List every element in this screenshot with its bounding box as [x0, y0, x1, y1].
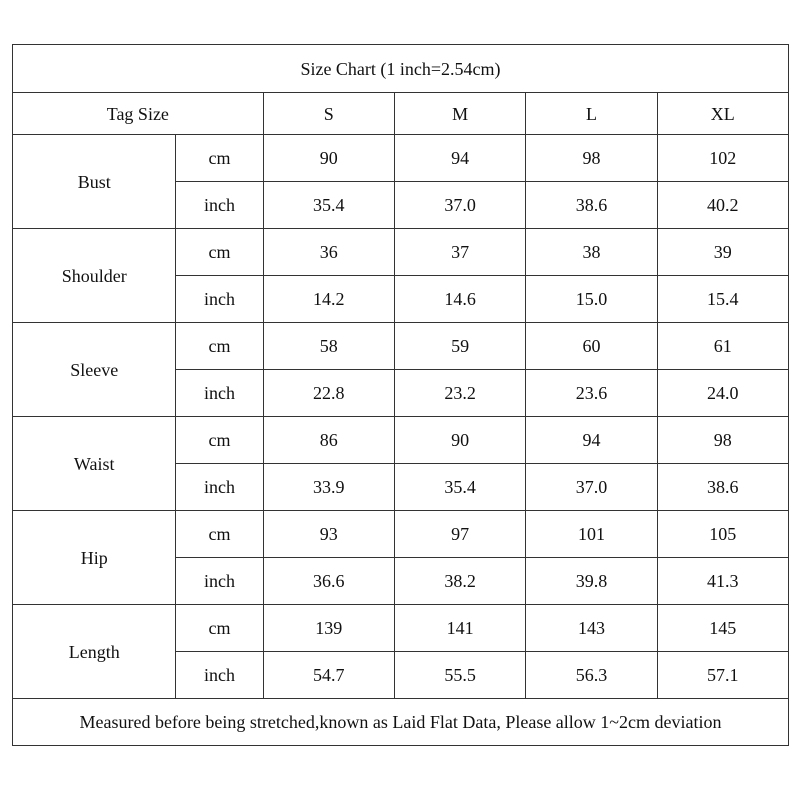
value-cell: 98	[657, 417, 788, 464]
tag-size-header: Tag Size	[13, 93, 264, 135]
value-cell: 55.5	[394, 652, 525, 699]
value-cell: 54.7	[263, 652, 394, 699]
measurement-row	[13, 229, 789, 276]
value-cell: 36	[263, 229, 394, 276]
value-cell: 61	[657, 323, 788, 370]
deviation-note: Measured before being stretched,known as Laid Flat Data, Please allow 1~2cm deviation	[13, 699, 789, 746]
value-cell: 86	[263, 417, 394, 464]
value-cell: 105	[657, 511, 788, 558]
value-cell: 143	[526, 605, 657, 652]
header-row	[13, 93, 789, 135]
value-cell: 57.1	[657, 652, 788, 699]
value-cell: 38.6	[657, 464, 788, 511]
value-cell: 101	[526, 511, 657, 558]
title-row	[13, 45, 789, 93]
unit-cell: inch	[176, 276, 263, 323]
value-cell: 14.6	[394, 276, 525, 323]
measurement-name: Shoulder	[13, 229, 176, 323]
value-cell: 93	[263, 511, 394, 558]
value-cell: 35.4	[394, 464, 525, 511]
size-header-xl: XL	[657, 93, 788, 135]
value-cell: 15.0	[526, 276, 657, 323]
measurement-name: Length	[13, 605, 176, 699]
unit-cell: inch	[176, 464, 263, 511]
measurement-name: Sleeve	[13, 323, 176, 417]
unit-cell: cm	[176, 323, 263, 370]
value-cell: 37.0	[394, 182, 525, 229]
value-cell: 37.0	[526, 464, 657, 511]
value-cell: 102	[657, 135, 788, 182]
note-row	[13, 699, 789, 746]
measurement-name: Bust	[13, 135, 176, 229]
value-cell: 14.2	[263, 276, 394, 323]
value-cell: 40.2	[657, 182, 788, 229]
unit-cell: inch	[176, 182, 263, 229]
measurement-row	[13, 417, 789, 464]
measurement-row	[13, 135, 789, 182]
value-cell: 60	[526, 323, 657, 370]
value-cell: 35.4	[263, 182, 394, 229]
unit-cell: cm	[176, 135, 263, 182]
value-cell: 37	[394, 229, 525, 276]
chart-title: Size Chart (1 inch=2.54cm)	[13, 45, 789, 93]
value-cell: 23.2	[394, 370, 525, 417]
value-cell: 38.6	[526, 182, 657, 229]
unit-cell: inch	[176, 370, 263, 417]
value-cell: 33.9	[263, 464, 394, 511]
value-cell: 23.6	[526, 370, 657, 417]
value-cell: 139	[263, 605, 394, 652]
value-cell: 94	[526, 417, 657, 464]
value-cell: 97	[394, 511, 525, 558]
measurement-row	[13, 511, 789, 558]
value-cell: 59	[394, 323, 525, 370]
value-cell: 145	[657, 605, 788, 652]
value-cell: 15.4	[657, 276, 788, 323]
value-cell: 90	[394, 417, 525, 464]
value-cell: 56.3	[526, 652, 657, 699]
size-header-l: L	[526, 93, 657, 135]
unit-cell: cm	[176, 605, 263, 652]
unit-cell: cm	[176, 417, 263, 464]
measurement-row	[13, 605, 789, 652]
unit-cell: inch	[176, 558, 263, 605]
value-cell: 39	[657, 229, 788, 276]
value-cell: 39.8	[526, 558, 657, 605]
value-cell: 38	[526, 229, 657, 276]
value-cell: 24.0	[657, 370, 788, 417]
value-cell: 98	[526, 135, 657, 182]
measurement-row	[13, 323, 789, 370]
value-cell: 22.8	[263, 370, 394, 417]
unit-cell: cm	[176, 229, 263, 276]
size-header-s: S	[263, 93, 394, 135]
value-cell: 90	[263, 135, 394, 182]
value-cell: 41.3	[657, 558, 788, 605]
unit-cell: cm	[176, 511, 263, 558]
value-cell: 141	[394, 605, 525, 652]
size-chart-table	[12, 44, 789, 746]
size-header-m: M	[394, 93, 525, 135]
measurement-name: Waist	[13, 417, 176, 511]
value-cell: 36.6	[263, 558, 394, 605]
value-cell: 38.2	[394, 558, 525, 605]
value-cell: 94	[394, 135, 525, 182]
unit-cell: inch	[176, 652, 263, 699]
measurement-name: Hip	[13, 511, 176, 605]
value-cell: 58	[263, 323, 394, 370]
